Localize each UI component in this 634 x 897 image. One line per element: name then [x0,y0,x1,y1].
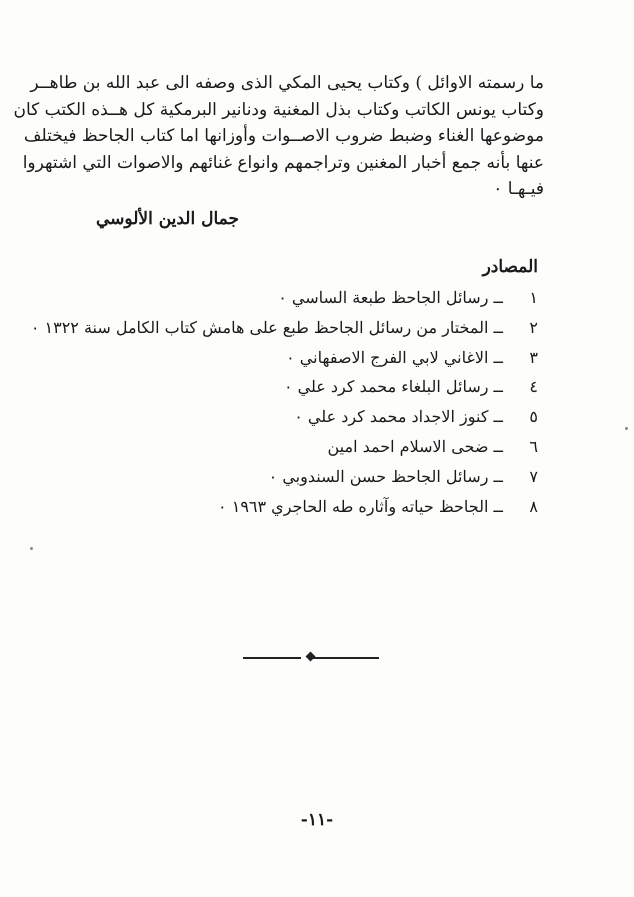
source-text: ــ رسائل الجاحظ طبعة الساسي ٠ [278,288,503,307]
source-item [98,283,538,313]
paragraph-line: موضوعها الغناء وضبط ضروب الاصــوات وأوزانها اما كتاب الجاحظ فيختلف [23,126,544,146]
paragraph-line: عنها بأنه جمع أخبار المغنين وتراجمهم وانواع غنائهم والاصوات التي اشتهروا [22,152,544,173]
body-paragraph [13,70,544,203]
divider-line [243,657,301,659]
source-text: ــ كنوز الاجداد محمد كرد علي ٠ [294,407,503,427]
source-number: ٧ [529,466,538,486]
source-text: ــ الجاحظ حياته وآثاره طه الحاجري ١٩٦٣ ٠ [218,496,503,516]
section-divider [243,650,379,666]
scan-speck [30,547,33,550]
divider-line [313,657,379,659]
source-text: ــ الاغاني لابي الفرج الاصفهاني ٠ [286,347,503,367]
source-number: ٨ [529,496,538,516]
sources-heading: المصادر [482,257,538,277]
source-text: ــ رسائل الجاحظ حسن السندوبي ٠ [268,466,503,486]
source-number: ٦ [529,436,538,456]
source-item [30,313,538,343]
source-number: ٥ [529,407,538,427]
author-name: جمال الدين الألوسي [96,209,239,229]
source-number: ١ [529,288,538,307]
source-item [98,462,538,492]
source-text: ــ ضحى الاسلام احمد امين [327,436,503,456]
page-number: -١١- [300,810,334,830]
source-text: ــ رسائل البلغاء محمد كرد علي ٠ [283,377,503,397]
source-text: ــ المختار من رسائل الجاحظ طبع على هامش كتاب الكامل سنة ١٣٢٢ ٠ [30,317,503,337]
paragraph-line: فيـهـا ٠ [493,179,544,199]
paragraph-line: ما رسمته الاوائل ) وكتاب يحيى المكي الذى وصفه الى عبد الله بن طاهــر [30,73,544,93]
source-number: ٢ [529,317,538,337]
source-number: ٤ [529,377,538,397]
source-item [98,372,538,402]
sources-list [30,283,538,521]
scan-speck [625,427,628,430]
source-item [98,492,538,522]
source-item [98,432,538,462]
source-item [98,402,538,432]
paragraph-line: وكتاب يونس الكاتب وكتاب بذل المغنية ودنانير البرمكية كل هــذه الكتب كان [13,99,544,120]
source-number: ٣ [529,347,538,367]
source-item [98,343,538,373]
